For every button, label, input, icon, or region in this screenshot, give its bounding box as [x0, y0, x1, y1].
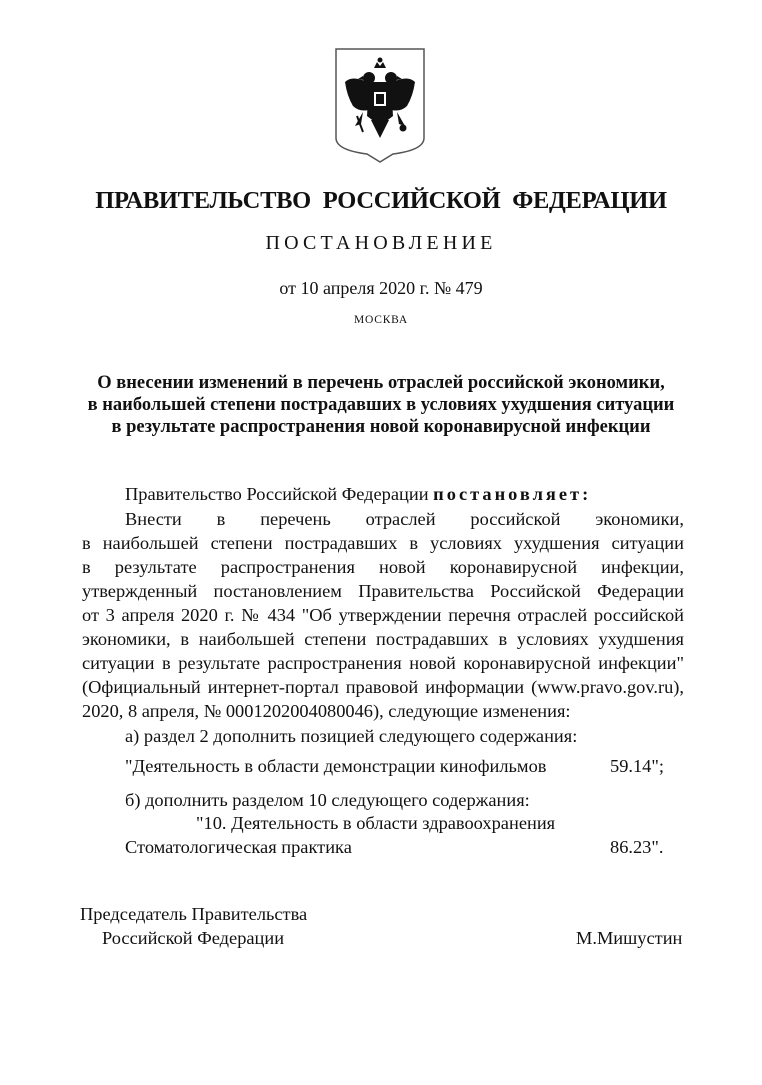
body-line: от 3 апреля 2020 г. № 434 "Об утверждении перечня отраслей российской [82, 605, 684, 625]
body-line: экономики, в наибольшей степени пострадавших в условиях ухудшения [82, 629, 684, 649]
document-title [0, 372, 762, 438]
item-b-code: 86.23". [610, 837, 664, 857]
item-b-section: "10. Деятельность в области здравоохранения [196, 813, 556, 833]
item-b: б) дополнить разделом 10 следующего содержания: [125, 790, 530, 810]
body-line: (Официальный интернет-портал правовой информации (www.pravo.gov.ru), [82, 677, 684, 697]
signatory-name: М.Мишустин [576, 928, 683, 948]
document-city: МОСКВА [353, 314, 409, 326]
issuing-authority: ПРАВИТЕЛЬСТВО РОССИЙСКОЙ ФЕДЕРАЦИИ [95, 187, 667, 214]
item-a: а) раздел 2 дополнить позицией следующего содержания: [125, 726, 578, 746]
title-line: в наибольшей степени пострадавших в условиях ухудшения ситуации [87, 395, 675, 415]
double-headed-eagle-icon [333, 46, 427, 164]
body-line: ситуации в результате распространения новой коронавирусной инфекции" [82, 653, 684, 673]
resolution-intro [125, 482, 591, 507]
item-a-code: 59.14"; [610, 756, 664, 776]
item-b-entry: Стоматологическая практика [125, 837, 352, 857]
body-line: в наибольшей степени пострадавших в условиях ухудшения ситуации [82, 533, 684, 553]
body-line: утвержденный постановлением Правительства Российской Федерации [82, 581, 684, 601]
resolves-keyword: постановляет: [433, 484, 592, 504]
body-line: 2020, 8 апреля, № 0001202004080046), следующие изменения: [82, 701, 571, 721]
coat-of-arms-emblem [333, 46, 427, 164]
title-line: в результате распространения новой коронавирусной инфекции [111, 417, 651, 437]
item-a-entry: "Деятельность в области демонстрации кинофильмов [125, 756, 547, 776]
title-line: О внесении изменений в перечень отраслей российской экономики, [97, 373, 665, 393]
intro-text: Правительство Российской Федерации [125, 484, 429, 504]
signatory-position-line2: Российской Федерации [102, 928, 285, 948]
document-type: ПОСТАНОВЛЕНИЕ [265, 232, 497, 254]
body-line: в результате распространения новой коронавирусной инфекции, [82, 557, 684, 577]
signatory-position-line1: Председатель Правительства [80, 904, 308, 924]
document-date-number: от 10 апреля 2020 г. № 479 [279, 278, 483, 298]
body-line: Внести в перечень отраслей российской экономики, [125, 509, 684, 529]
